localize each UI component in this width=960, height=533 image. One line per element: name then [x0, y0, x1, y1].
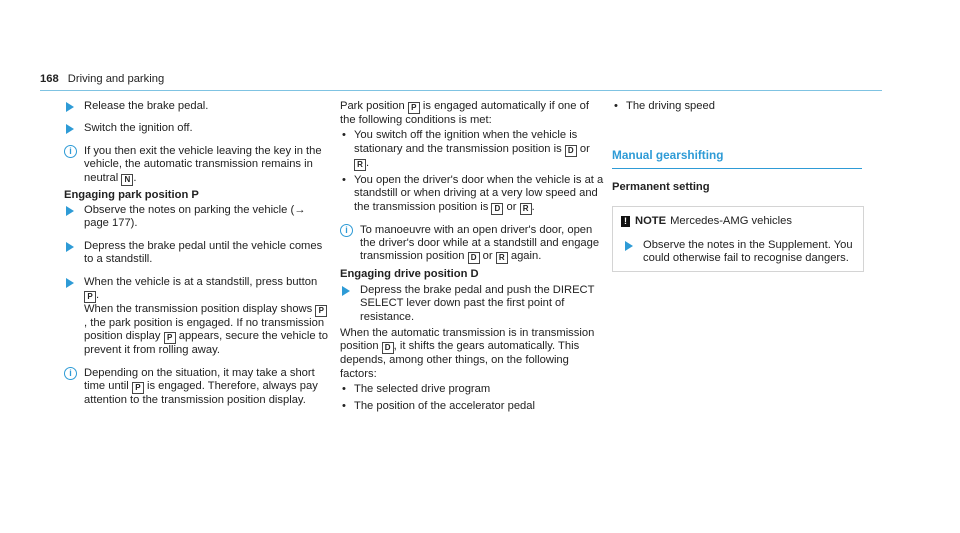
step-text-part: When the transmission position display shows — [84, 303, 316, 316]
step-arrow-icon — [625, 241, 633, 251]
bullet-ignition-off — [340, 129, 604, 170]
bullet-drive-program — [340, 383, 604, 396]
heading-text: Engaging park position P — [64, 188, 199, 201]
bullet-text-part: or — [576, 142, 590, 155]
key-p-icon: P — [315, 305, 327, 317]
bullet-door-open — [340, 174, 604, 215]
step-text — [84, 276, 330, 358]
intro-text-part: Park position — [340, 100, 408, 112]
step-release-brake — [64, 100, 330, 113]
heading-text: Engaging drive position D — [340, 268, 479, 281]
key-p-icon: P — [408, 102, 420, 114]
key-d-icon: D — [565, 145, 577, 157]
info-text — [84, 367, 330, 408]
section-heading-drive — [340, 268, 604, 281]
info-text-part: again. — [507, 250, 542, 263]
bullet-text: The selected drive program — [354, 383, 491, 396]
step-depress-brake — [64, 240, 330, 267]
step-text: Switch the ignition off. — [84, 122, 193, 135]
step-arrow-icon — [66, 124, 74, 134]
info-text-part: is engaged. Therefore, always pay attention to the transmission position display. — [84, 380, 318, 407]
info-icon: i — [64, 367, 77, 380]
step-text: Release the brake pedal. — [84, 100, 209, 112]
step-text-part: appears, secure the vehicle to prevent it from rolling away. — [84, 330, 328, 357]
step-text: Observe the notes in the Supplement. You could otherwise fail to recognise dangers. — [643, 238, 853, 265]
bullet-text-part: . — [531, 200, 535, 213]
step-arrow-icon — [66, 206, 74, 216]
key-d-icon: D — [491, 203, 503, 215]
bullet-dot: • — [342, 399, 346, 412]
bullet-text — [354, 174, 604, 215]
step-observe-supplement — [623, 239, 855, 266]
paragraph-text — [340, 327, 604, 381]
bullet-dot: • — [342, 383, 346, 396]
column-3 — [612, 100, 864, 272]
step-text: Depress the brake pedal until the vehicle comes to a standstill. — [84, 239, 323, 266]
key-p-icon: P — [84, 291, 96, 303]
note-label: NOTE — [635, 215, 667, 228]
paragraph-text-part: When the automatic transmission is in transmission position — [340, 327, 595, 353]
info-text-part: or — [479, 250, 496, 263]
step-arrow-icon — [66, 102, 74, 112]
info-icon: i — [64, 145, 77, 158]
key-p-icon: P — [132, 382, 144, 394]
note-title: Mercedes-AMG vehicles — [670, 215, 792, 228]
step-arrow-icon — [342, 286, 350, 296]
header-rule — [40, 90, 882, 91]
bullet-dot: • — [614, 100, 618, 112]
chapter-title: Driving and parking — [67, 73, 165, 85]
step-text[interactable]: Observe the notes on parking the vehicle (→ page 177). — [84, 204, 306, 230]
info-park-delay — [64, 367, 330, 408]
bullet-dot: • — [342, 129, 346, 142]
auto-park-intro — [340, 100, 604, 127]
key-r-icon: R — [354, 159, 366, 171]
key-d-icon: D — [468, 252, 480, 264]
warning-icon: ! — [621, 216, 630, 227]
bullet-text: The position of the accelerator pedal — [354, 399, 535, 412]
key-r-icon: R — [496, 252, 508, 264]
step-push-lever — [340, 284, 604, 324]
sub-title-permanent-setting: Permanent setting — [612, 180, 710, 193]
bullet-dot: • — [342, 173, 346, 186]
column-2 — [340, 100, 604, 416]
bullet-text-part: or — [503, 200, 520, 213]
info-icon: i — [340, 224, 353, 237]
bullet-accelerator — [340, 400, 604, 413]
bullet-text-part: You switch off the ignition when the vehicle is stationary and the transmission position is — [354, 129, 578, 155]
page-number: 168 — [40, 73, 59, 85]
step-text-part: When the vehicle is at a standstill, press button — [84, 275, 318, 288]
step-observe-notes — [64, 204, 330, 231]
info-neutral — [64, 145, 330, 186]
step-arrow-icon — [66, 242, 74, 252]
section-heading-park — [64, 189, 330, 202]
key-n-icon: N — [121, 174, 133, 186]
bullet-text — [354, 129, 604, 170]
paragraph-text-part: , it shifts the gears automatically. This depends, among other things, on the following factors: — [340, 340, 580, 380]
step-text-part: , the park position is engaged. If no transmission position display — [84, 317, 325, 343]
key-p-icon: P — [164, 332, 176, 344]
step-text: Depress the brake pedal and push the DIRECT SELECT lever down past the first point of resistance. — [360, 283, 595, 323]
page-header — [40, 73, 882, 89]
step-arrow-icon — [66, 278, 74, 288]
info-text-part: To manoeuvre with an open driver's door, open the driver's door while at a standstill and engage transmission position — [360, 223, 600, 263]
key-d-icon: D — [382, 342, 394, 354]
bullet-text-part: You open the driver's door when the vehicle is at a standstill or when driving at a very low speed and the transmission position is — [354, 173, 604, 213]
bullet-driving-speed — [612, 100, 864, 113]
intro-text-part: is engaged automatically if one of the following conditions is met: — [340, 100, 589, 126]
info-text-part: If you then exit the vehicle leaving the key in the vehicle, the automatic transmission remains in neutral — [84, 144, 322, 184]
info-manoeuvre — [340, 224, 604, 265]
info-text — [84, 145, 330, 186]
intro-text — [340, 100, 604, 127]
info-text — [360, 224, 604, 265]
info-text-part: . — [133, 171, 137, 184]
info-text-part: Depending on the situation, it may take a short time until — [84, 366, 315, 393]
bullet-text: The driving speed — [626, 100, 715, 112]
bullet-text-part: . — [366, 156, 370, 169]
section-title-manual-gearshifting: Manual gearshifting — [612, 149, 862, 168]
step-press-p — [64, 276, 330, 358]
key-r-icon: R — [520, 203, 532, 215]
note-header — [613, 215, 863, 228]
drive-paragraph — [340, 327, 604, 381]
note-box — [612, 206, 864, 272]
step-text-part: . — [96, 289, 100, 302]
column-1 — [64, 100, 330, 417]
step-ignition-off — [64, 122, 330, 135]
